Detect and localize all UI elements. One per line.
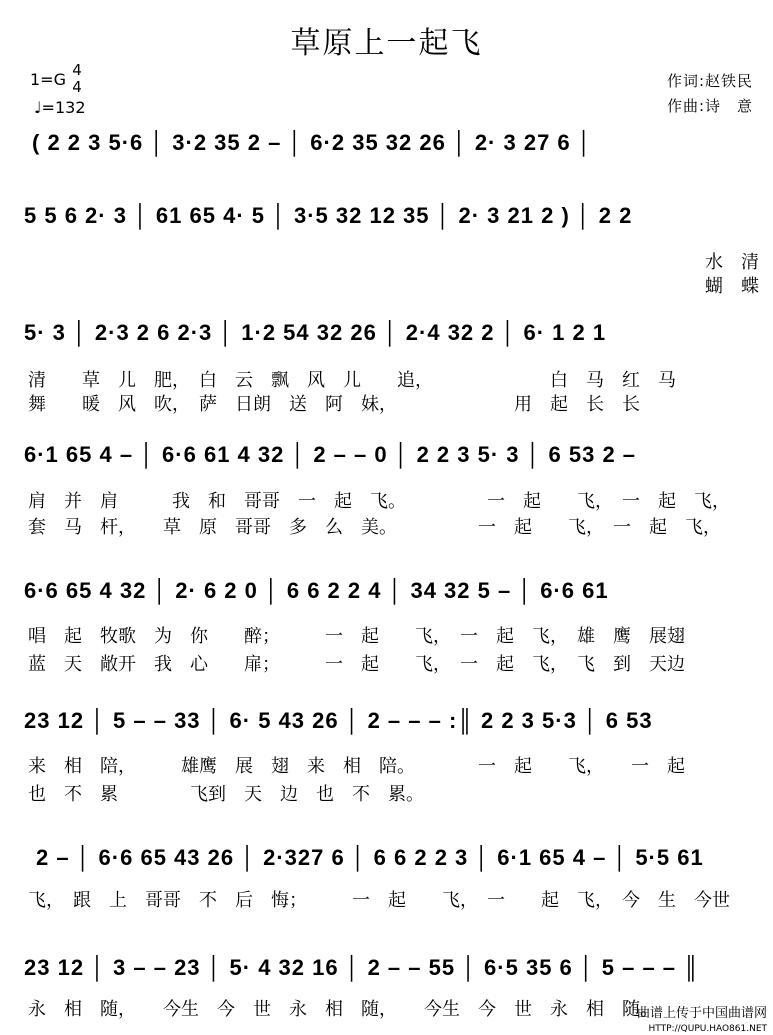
tempo-marking: ♩=132 bbox=[34, 98, 86, 117]
notation-row: 2 – │ 6·6 65 43 26 │ 2·327 6 │ 6 6 2 2 3 │ 6·1 65 4 – │ 5·5 61 bbox=[36, 845, 704, 870]
lyric-line-1: 水 清 bbox=[705, 252, 759, 273]
lyric-line-1: 唱 起 牧歌 为 你 醉； 一 起 飞， 一 起 飞， 雄 鹰 展翅 bbox=[28, 626, 685, 647]
lyric-line-2: 舞 暖 风 吹， 萨 日朗 送 阿 妹， 用 起 长 长 bbox=[28, 394, 640, 415]
lyricist-credit: 作词:赵铁民 bbox=[666, 72, 753, 90]
notation-row: 6·1 65 4 – │ 6·6 61 4 32 │ 2 – – 0 │ 2 2 3 5· 3 │ 6 53 2 – bbox=[24, 442, 637, 467]
lyric-line-2: 蝴 蝶 bbox=[705, 276, 759, 297]
lyric-line-2: 也 不 累 飞到 天 边 也 不 累。 bbox=[28, 784, 424, 805]
watermark-url: HTTP://QUPU.HAO861.NET bbox=[648, 1024, 767, 1034]
notation-row: 23 12 │ 3 – – 23 │ 5· 4 32 16 │ 2 – – 55 │ 6·5 35 6 │ 5 – – – ║ bbox=[24, 955, 700, 980]
key-signature: 1=G bbox=[30, 70, 66, 89]
lyric-line-2: 蓝 天 敞开 我 心 扉； 一 起 飞， 一 起 飞， 飞 到 天边 bbox=[28, 654, 685, 675]
lyric-line-1: 飞， 跟 上 哥哥 不 后 悔； 一 起 飞， 一 起 飞， 今 生 今世 bbox=[28, 890, 730, 911]
time-signature-top: 4 bbox=[72, 61, 82, 79]
lyric-line-1: 肩 并 肩 我 和 哥哥 一 起 飞。 一 起 飞， 一 起 飞， bbox=[28, 491, 730, 512]
lyric-line-2: 套 马 杆， 草 原 哥哥 多 么 美。 一 起 飞， 一 起 飞， bbox=[28, 517, 721, 538]
time-signature-bottom: 4 bbox=[72, 78, 82, 96]
lyric-line-1: 清 草 儿 肥， 白 云 飘 风 儿 追， 白 马 红 马 bbox=[28, 370, 676, 391]
composer-credit: 作曲:诗 意 bbox=[666, 97, 753, 115]
lyric-line-1: 来 相 陪， 雄鹰 展 翅 来 相 陪。 一 起 飞， 一 起 bbox=[28, 756, 685, 777]
notation-row: 5 5 6 2· 3 │ 61 65 4· 5 │ 3·5 32 12 35 │ 2· 3 21 2 ) │ 2 2 bbox=[24, 203, 633, 228]
lyric-line-1: 永 相 随， 今生 今 世 永 相 随， 今生 今 世 永 相 随。 bbox=[28, 999, 658, 1020]
notation-row: 5· 3 │ 2·3 2 6 2·3 │ 1·2 54 32 26 │ 2·4 32 2 │ 6· 1 2 1 bbox=[24, 320, 607, 345]
song-title: 草原上一起飞 bbox=[290, 26, 483, 61]
notation-row: 6·6 65 4 32 │ 2· 6 2 0 │ 6 6 2 2 4 │ 34 32 5 – │ 6·6 61 bbox=[24, 578, 609, 603]
watermark-site-name: 曲谱上传于中国曲谱网 bbox=[636, 1006, 767, 1021]
time-signature bbox=[70, 62, 84, 96]
notation-row: ( 2 2 3 5·6 │ 3·2 35 2 – │ 6·2 35 32 26 │ 2· 3 27 6 │ bbox=[32, 130, 593, 155]
notation-row: 23 12 │ 5 – – 33 │ 6· 5 43 26 │ 2 – – – :║ 2 2 3 5·3 │ 6 53 bbox=[24, 708, 653, 733]
